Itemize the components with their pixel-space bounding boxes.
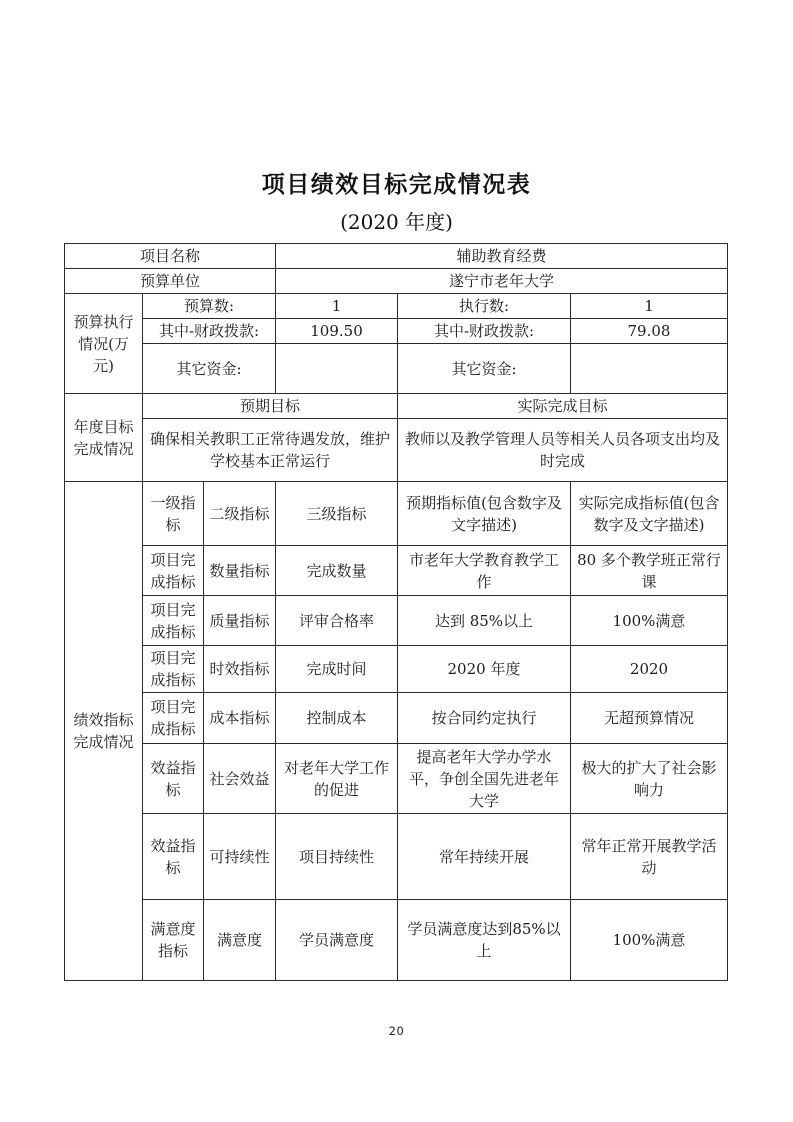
first-level-indicator: 项目完成指标	[143, 646, 204, 693]
actual-indicator-value: 无超预算情况	[571, 693, 728, 744]
third-level-indicator: 对老年大学工作的促进	[276, 744, 398, 814]
first-level-indicator: 项目完成指标	[143, 546, 204, 596]
fiscal-allocation-value-left: 109.50	[276, 319, 398, 344]
fiscal-allocation-label-left: 其中-财政拨款:	[143, 319, 276, 344]
expected-goal-header: 预期目标	[143, 394, 398, 419]
project-name-label: 项目名称	[65, 244, 276, 269]
other-funds-label-left: 其它资金:	[143, 344, 276, 394]
header-second-level-indicator: 二级指标	[204, 482, 276, 546]
page-number: 20	[388, 1024, 405, 1038]
first-level-indicator: 项目完成指标	[143, 693, 204, 744]
expected-goal-value: 确保相关教职工正常待遇发放，维护学校基本正常运行	[143, 419, 398, 482]
actual-indicator-value: 80 多个教学班正常行课	[571, 546, 728, 596]
first-level-indicator: 满意度指标	[143, 900, 204, 981]
first-level-indicator: 效益指标	[143, 814, 204, 900]
third-level-indicator: 完成时间	[276, 646, 398, 693]
indicator-row-cost	[65, 693, 728, 744]
annual-goal-section-label: 年度目标完成情况	[65, 394, 143, 482]
indicator-row-social-benefit	[65, 744, 728, 814]
budget-unit-label: 预算单位	[65, 269, 276, 294]
indicator-section-label: 绩效指标完成情况	[65, 482, 143, 981]
other-funds-label-right: 其它资金:	[398, 344, 571, 394]
budget-unit-row	[65, 269, 728, 294]
third-level-indicator: 控制成本	[276, 693, 398, 744]
third-level-indicator: 学员满意度	[276, 900, 398, 981]
performance-target-table	[64, 243, 728, 981]
other-funds-value-right	[571, 344, 728, 394]
budget-amount-label: 预算数:	[143, 294, 276, 319]
expected-indicator-value: 达到 85%以上	[398, 596, 571, 646]
annual-goal-content-row	[65, 419, 728, 482]
annual-goal-header-row	[65, 394, 728, 419]
indicator-header-row	[65, 482, 728, 546]
budget-section-label: 预算执行情况(万元)	[65, 294, 143, 394]
third-level-indicator: 评审合格率	[276, 596, 398, 646]
actual-indicator-value: 100%满意	[571, 596, 728, 646]
second-level-indicator: 可持续性	[204, 814, 276, 900]
actual-indicator-value: 极大的扩大了社会影响力	[571, 744, 728, 814]
budget-amount-value: 1	[276, 294, 398, 319]
indicator-row-timeliness	[65, 646, 728, 693]
budget-row-fiscal	[65, 319, 728, 344]
third-level-indicator: 项目持续性	[276, 814, 398, 900]
header-third-level-indicator: 三级指标	[276, 482, 398, 546]
indicator-row-sustainability	[65, 814, 728, 900]
second-level-indicator: 时效指标	[204, 646, 276, 693]
expected-indicator-value: 市老年大学教育教学工作	[398, 546, 571, 596]
actual-indicator-value: 常年正常开展教学活动	[571, 814, 728, 900]
document-title: 项目绩效目标完成情况表	[261, 171, 532, 198]
second-level-indicator: 成本指标	[204, 693, 276, 744]
indicator-row-quality	[65, 596, 728, 646]
actual-goal-header: 实际完成目标	[398, 394, 728, 419]
document-subtitle: (2020 年度)	[340, 210, 453, 234]
second-level-indicator: 质量指标	[204, 596, 276, 646]
expected-indicator-value: 学员满意度达到85%以上	[398, 900, 571, 981]
third-level-indicator: 完成数量	[276, 546, 398, 596]
first-level-indicator: 项目完成指标	[143, 596, 204, 646]
indicator-row-quantity	[65, 546, 728, 596]
budget-row-total	[65, 294, 728, 319]
second-level-indicator: 社会效益	[204, 744, 276, 814]
project-name-row	[65, 244, 728, 269]
actual-indicator-value: 100%满意	[571, 900, 728, 981]
execution-amount-value: 1	[571, 294, 728, 319]
other-funds-value-left	[276, 344, 398, 394]
project-name-value: 辅助教育经费	[276, 244, 728, 269]
budget-row-other-funds	[65, 344, 728, 394]
header-expected-indicator-value: 预期指标值(包含数字及文字描述)	[398, 482, 571, 546]
fiscal-allocation-label-right: 其中-财政拨款:	[398, 319, 571, 344]
first-level-indicator: 效益指标	[143, 744, 204, 814]
expected-indicator-value: 2020 年度	[398, 646, 571, 693]
header-first-level-indicator: 一级指标	[143, 482, 204, 546]
header-actual-indicator-value: 实际完成指标值(包含数字及文字描述)	[571, 482, 728, 546]
actual-indicator-value: 2020	[571, 646, 728, 693]
execution-amount-label: 执行数:	[398, 294, 571, 319]
fiscal-allocation-value-right: 79.08	[571, 319, 728, 344]
second-level-indicator: 数量指标	[204, 546, 276, 596]
actual-goal-value: 教师以及教学管理人员等相关人员各项支出均及时完成	[398, 419, 728, 482]
expected-indicator-value: 提高老年大学办学水平，争创全国先进老年大学	[398, 744, 571, 814]
second-level-indicator: 满意度	[204, 900, 276, 981]
budget-unit-value: 遂宁市老年大学	[276, 269, 728, 294]
expected-indicator-value: 常年持续开展	[398, 814, 571, 900]
indicator-row-satisfaction	[65, 900, 728, 981]
expected-indicator-value: 按合同约定执行	[398, 693, 571, 744]
